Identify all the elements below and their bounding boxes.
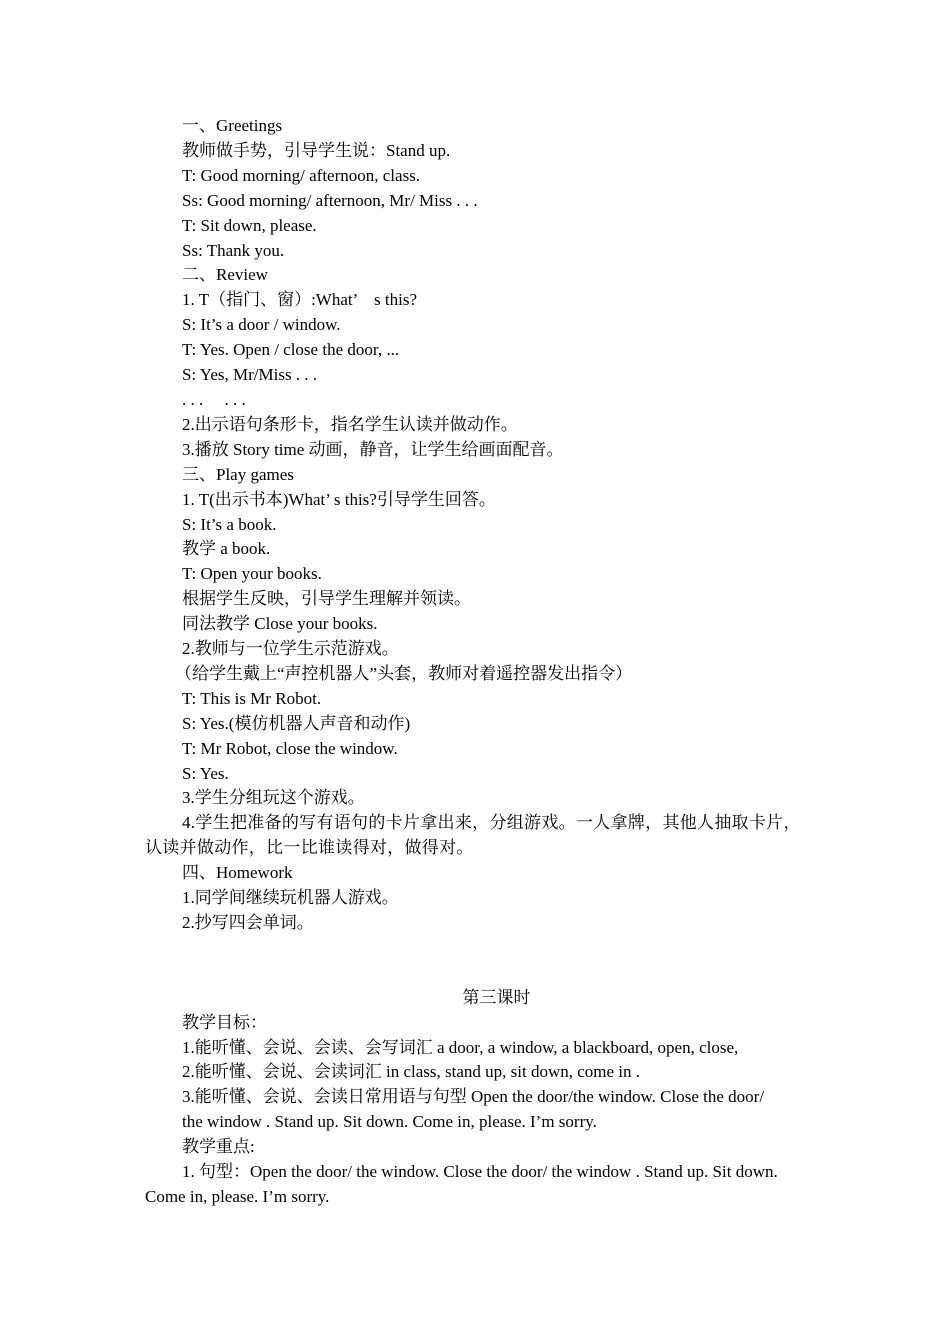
text-line: T: This is Mr Robot. [182, 688, 322, 708]
text-line: 3.学生分组玩这个游戏。 [182, 788, 365, 808]
key-point-item: 1. 句型：Open the door/ the window. Close the door/ the window . Stand up. Sit down. Come in, please. I’m sorry. [145, 1162, 778, 1206]
goal-item: 2.能听懂、会说、会读词汇 in class, stand up, sit down, come in . [182, 1062, 641, 1082]
section-heading-review: 二、Review [182, 265, 268, 285]
text-line: T: Good morning/ afternoon, class. [182, 165, 421, 185]
text-line: S: It’s a door / window. [182, 315, 341, 335]
text-line: 2.出示语句条形卡，指名学生认读并做动作。 [182, 414, 518, 434]
text-line: 1. T（指门、窗）:What’ s this? [182, 290, 417, 310]
text-line: （给学生戴上“声控机器人”头套，教师对着遥控器发出指令） [175, 663, 633, 683]
text-line: 3.播放 Story time 动画，静音，让学生给画面配音。 [182, 439, 564, 459]
section-heading-greetings: 一、Greetings [182, 116, 283, 135]
text-line: Ss: Good morning/ afternoon, Mr/ Miss . . . [182, 190, 478, 210]
text-paragraph: 4.学生把准备的写有语句的卡片拿出来，分组游戏。一人拿牌，其他人抽取卡片，认读并做动作，比一比谁读得对，做得对。 [145, 813, 801, 858]
text-line: 1. T(出示书本)What’ s this?引导学生回答。 [182, 489, 496, 509]
text-line: S: It’s a book. [182, 514, 277, 534]
text-line: 教师做手势，引导学生说：Stand up. [182, 140, 451, 160]
text-line: T: Sit down, please. [182, 215, 317, 235]
text-line: S: Yes, Mr/Miss . . . [182, 365, 318, 385]
text-line: 根据学生反映，引导学生理解并领读。 [182, 589, 471, 609]
text-line: Ss: Thank you. [182, 240, 285, 260]
text-line: 教学 a book. [182, 539, 271, 559]
section-heading-homework: 四、Homework [182, 863, 293, 883]
text-line: S: Yes.(模仿机器人声音和动作) [182, 713, 411, 733]
text-line: S: Yes. [182, 763, 229, 783]
goal-item: 3.能听懂、会说、会读日常用语与句型 Open the door/the window. Close the door/ the window . Stand up. Sit down. Come in, please. I’m sorry. [182, 1087, 765, 1132]
key-points-heading: 教学重点: [182, 1137, 255, 1157]
goal-item: 1.能听懂、会说、会读、会写词汇 a door, a window, a blackboard, open, close, [182, 1037, 739, 1057]
text-line: T: Open your books. [182, 564, 322, 584]
lesson-title: 第三课时 [462, 987, 531, 1007]
text-line: T: Yes. Open / close the door, ... [182, 340, 400, 360]
text-line: . . . . . . [182, 389, 246, 409]
text-line: 2.抄写四会单词。 [182, 913, 314, 932]
goals-heading: 教学目标： [182, 1012, 267, 1032]
text-line: T: Mr Robot, close the window. [182, 738, 398, 758]
text-line: 2.教师与一位学生示范游戏。 [182, 639, 399, 659]
text-line: 同法教学 Close your books. [182, 614, 378, 634]
document-body [145, 114, 811, 1210]
section-heading-play-games: 三、Play games [182, 464, 294, 484]
blank-space [145, 936, 811, 986]
text-line: 1.同学间继续玩机器人游戏。 [182, 888, 399, 908]
